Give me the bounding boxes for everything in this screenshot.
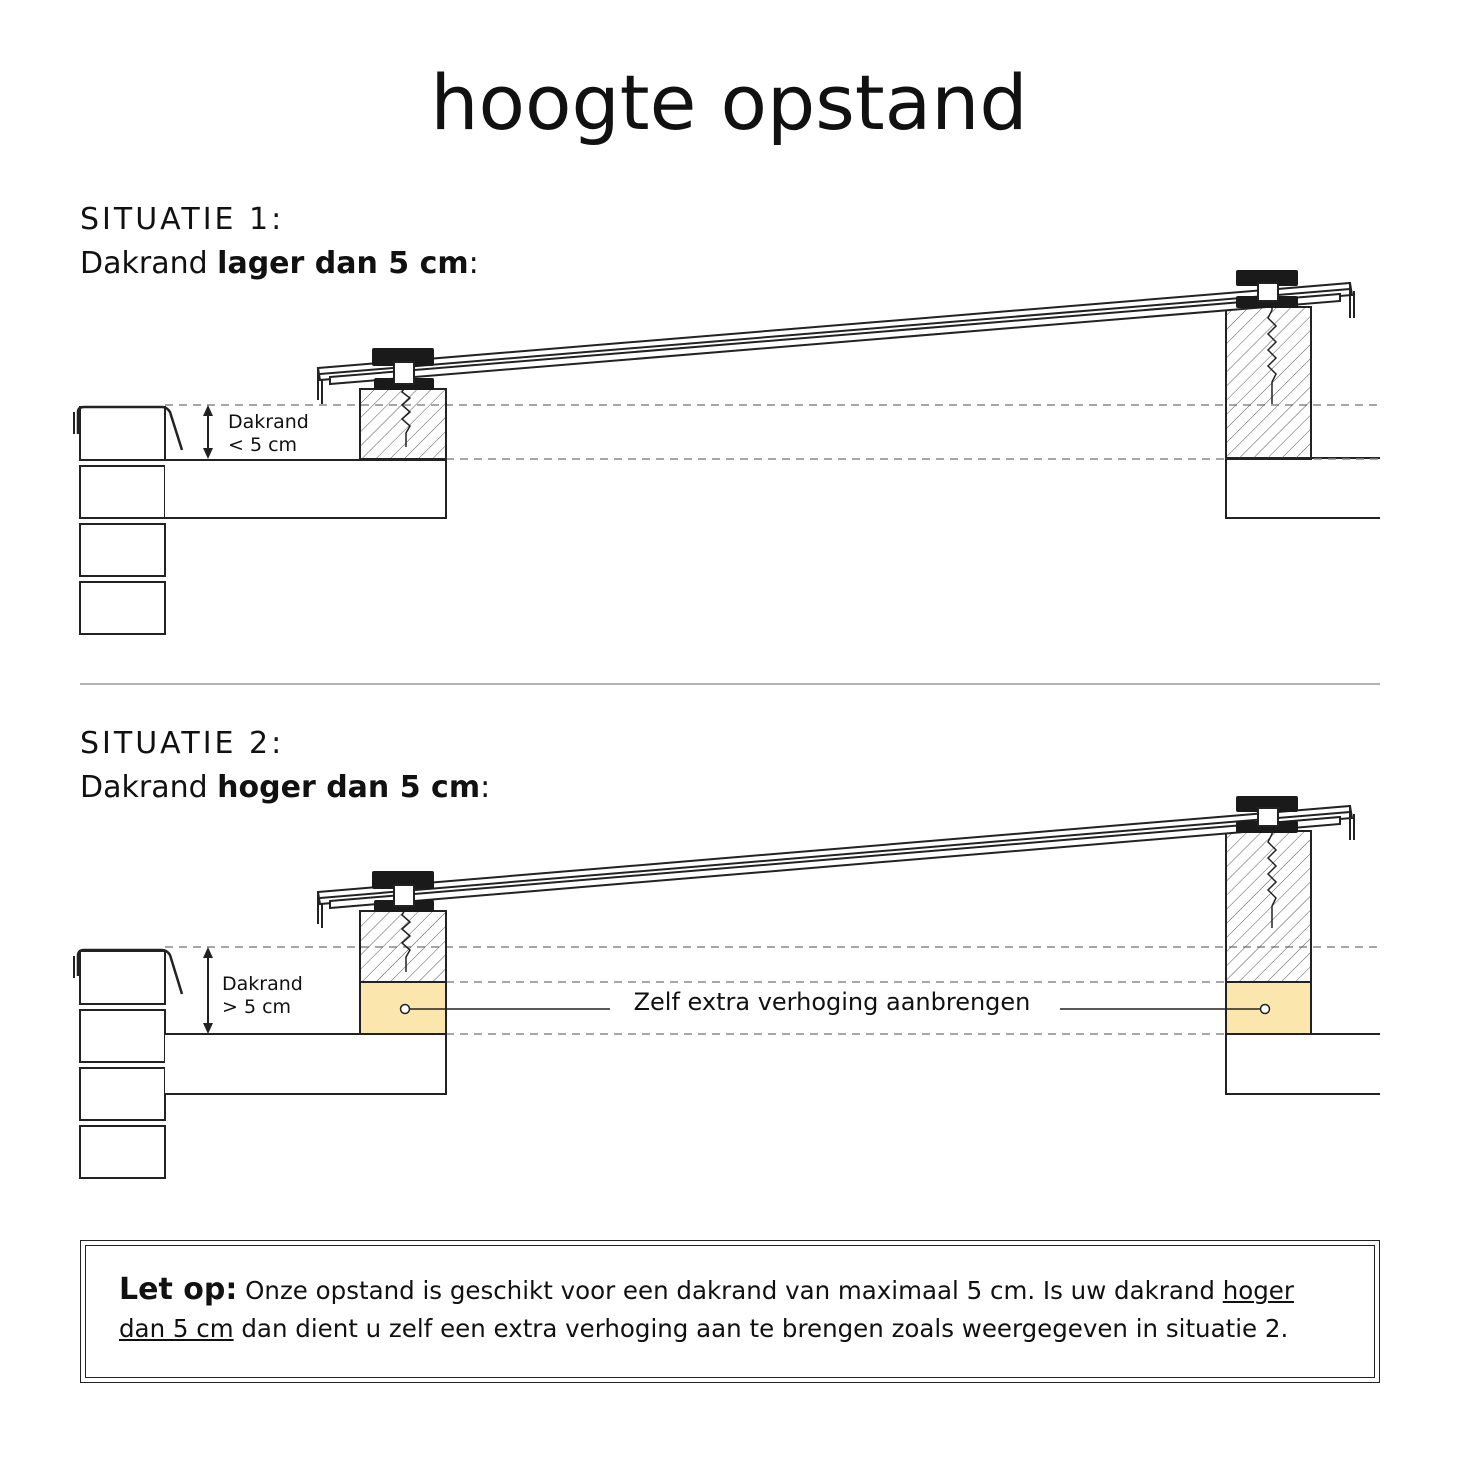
upstand-right — [1226, 831, 1311, 982]
warning-note-lead: Let op: — [119, 1272, 238, 1307]
roof-panel — [318, 806, 1354, 928]
warning-note-text-2: dan dient u zelf een extra verhoging aan te brengen zoals weergegeven in situatie 2. — [233, 1314, 1289, 1343]
situation-2-suffix: : — [480, 770, 491, 805]
roof-panel — [318, 283, 1354, 404]
roof-slab-left — [165, 460, 446, 518]
page-title: hoogte opstand — [430, 58, 1028, 147]
warning-note-text — [119, 1271, 1339, 1348]
situation-2-label: SITUATIE 2: — [80, 726, 285, 761]
situation-2-bold: hoger dan 5 cm — [217, 770, 481, 805]
roof-slab-right — [1226, 458, 1380, 518]
upstand-left — [360, 911, 446, 982]
dimension-label-line-1: Dakrand — [228, 411, 309, 433]
brick-wall — [80, 951, 165, 1178]
warning-note-underlined: hoger dan 5 cm — [119, 1276, 1294, 1343]
warning-note-text-1: Onze opstand is geschikt voor een dakrand van maximaal 5 cm. Is uw dakrand — [237, 1276, 1223, 1305]
situation-2-diagram — [74, 796, 1380, 1178]
dimension-label-line-2: < 5 cm — [228, 434, 298, 456]
callout-label: Zelf extra verhoging aanbrengen — [633, 988, 1031, 1016]
roof-slab-right — [1226, 1034, 1380, 1094]
situation-2-prefix: Dakrand — [80, 770, 218, 805]
situation-1-bold: lager dan 5 cm — [217, 246, 469, 281]
warning-note-box — [80, 1240, 1380, 1383]
situation-1-diagram — [74, 270, 1380, 634]
upstand-right — [1226, 307, 1311, 459]
situation-1-label: SITUATIE 1: — [80, 202, 285, 237]
dimension-arrow — [203, 405, 213, 459]
situation-1-prefix: Dakrand — [80, 246, 218, 281]
dimension-label-line-1: Dakrand — [222, 973, 303, 995]
callout-dot-right — [1261, 1005, 1270, 1014]
dimension-arrow — [203, 947, 213, 1034]
roof-slab-left — [165, 1034, 446, 1094]
brick-wall — [80, 407, 165, 634]
dimension-label-line-2: > 5 cm — [222, 996, 292, 1018]
upstand-left — [360, 389, 446, 459]
situation-1-suffix: : — [468, 246, 479, 281]
callout-dot-left — [401, 1005, 410, 1014]
